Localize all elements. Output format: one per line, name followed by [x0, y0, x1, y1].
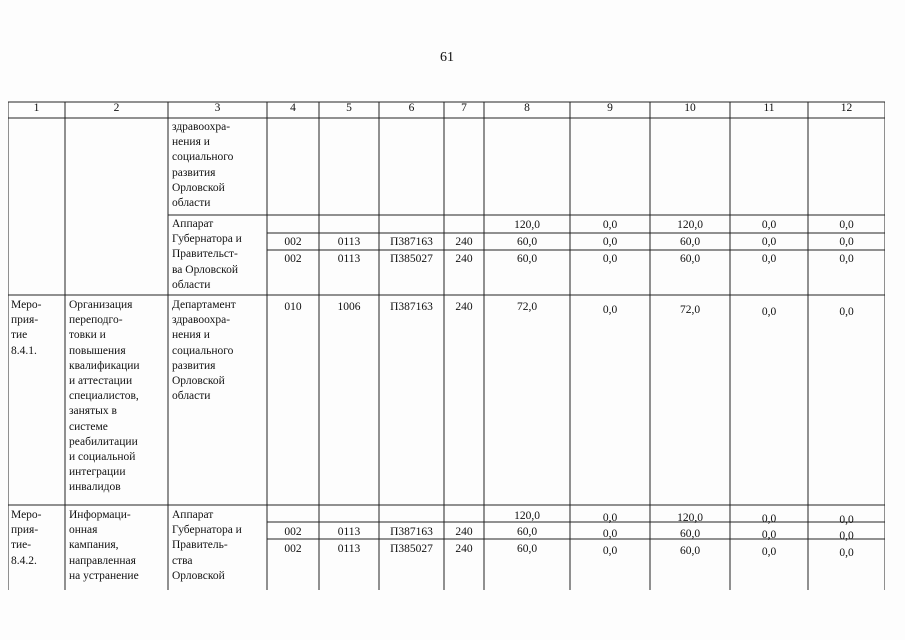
- b0-r2-v9: 0,0: [602, 253, 618, 265]
- b0-r1-c7: 240: [455, 236, 473, 248]
- b0-total-v9: 0,0: [602, 219, 618, 231]
- b0-r1-c5: 0113: [337, 236, 361, 248]
- b2-r2-v10: 60,0: [679, 545, 701, 557]
- block2-name: Информаци- онная кампания, направленная на устранение: [69, 509, 139, 582]
- b0-r1-v12: 0,0: [839, 236, 854, 248]
- block1-executor: Департамент здравоохра- нения и социального развития Орловской области: [172, 299, 236, 403]
- b0-r2-c7: 240: [455, 253, 473, 265]
- b0-r2-c4: 002: [284, 253, 302, 265]
- header-col-7: 7: [461, 102, 467, 114]
- b2-r2-c5: 0113: [337, 543, 361, 555]
- b1-r1-v11: 0,0: [761, 306, 777, 318]
- b0-r2-v10: 60,0: [679, 253, 701, 265]
- b0-total-v8: 120,0: [514, 219, 540, 231]
- b1-r1-c4: 010: [284, 301, 302, 313]
- b1-r1-v10: 72,0: [679, 304, 701, 316]
- b0-r1-v9: 0,0: [602, 236, 618, 248]
- b1-r1-v12: 0,0: [839, 306, 854, 318]
- block2-executor: Аппарат Губернатора и Правитель- ства Орловской: [172, 509, 242, 582]
- b2-r2-v12: 0,0: [839, 547, 854, 559]
- b0-r1-v8: 60,0: [516, 236, 538, 248]
- b0-r1-c6: П387163: [390, 236, 433, 248]
- b1-r1-c6: П387163: [390, 301, 433, 313]
- b0-r1-v10: 60,0: [679, 236, 701, 248]
- b2-r1-v9: 0,0: [602, 528, 618, 540]
- b1-r1-c5: 1006: [337, 301, 361, 313]
- b2-r1-c4: 002: [284, 526, 302, 538]
- b2-r1-c7: 240: [455, 526, 473, 538]
- b2-total-v11: 0,0: [761, 513, 777, 525]
- b0-r1-v11: 0,0: [761, 236, 777, 248]
- b0-total-v11: 0,0: [761, 219, 777, 231]
- budget-table: [8, 100, 885, 590]
- b0-r2-v12: 0,0: [839, 253, 854, 265]
- header-col-11: 11: [763, 102, 775, 114]
- b2-r2-c7: 240: [455, 543, 473, 555]
- b2-r1-v8: 60,0: [516, 526, 538, 538]
- b0-r1-c4: 002: [284, 236, 302, 248]
- block1-name: Организация переподго- товки и повышения квалификации и аттестации специалистов, занятых в системе реабилитации и социальной интеграции инвалидов: [69, 299, 140, 494]
- header-col-5: 5: [346, 102, 352, 114]
- b0-r2-v11: 0,0: [761, 253, 777, 265]
- b2-r2-c4: 002: [284, 543, 302, 555]
- block0-executor-a: здравоохра- нения и социального развития Орловской области: [172, 121, 234, 210]
- b2-r1-v11: 0,0: [761, 529, 777, 541]
- b2-total-v12: 0,0: [839, 514, 854, 526]
- b2-r2-v11: 0,0: [761, 546, 777, 558]
- header-col-1: 1: [33, 102, 40, 114]
- header-col-6: 6: [408, 102, 415, 114]
- b2-r1-v12: 0,0: [839, 530, 854, 542]
- b1-r1-v8: 72,0: [516, 301, 538, 313]
- b2-total-v9: 0,0: [602, 512, 618, 524]
- header-col-2: 2: [113, 102, 120, 114]
- block0-executor-b: Аппарат Губернатора и Правительст- ва Орловской области: [172, 218, 242, 291]
- page-number: 61: [440, 50, 454, 65]
- block1-code: Меро- прия- тие 8.4.1.: [11, 299, 42, 357]
- b0-r2-c6: П385027: [390, 253, 433, 265]
- b2-total-v8: 120,0: [514, 510, 540, 522]
- header-col-12: 12: [840, 102, 853, 114]
- header-col-8: 8: [524, 102, 530, 114]
- block2-code: Меро- прия- тие- 8.4.2.: [11, 509, 42, 567]
- b2-r1-c6: П387163: [390, 526, 433, 538]
- b0-total-v10: 120,0: [677, 219, 703, 231]
- header-col-10: 10: [684, 102, 696, 114]
- b2-r1-c5: 0113: [337, 526, 361, 538]
- header-col-3: 3: [214, 102, 221, 114]
- b2-r2-c6: П385027: [390, 543, 433, 555]
- b2-r1-v10: 60,0: [679, 528, 701, 540]
- b2-r2-v9: 0,0: [602, 545, 618, 557]
- b0-r2-c5: 0113: [337, 253, 361, 265]
- header-col-9: 9: [607, 102, 613, 114]
- b0-total-v12: 0,0: [839, 219, 854, 231]
- b2-r2-v8: 60,0: [516, 543, 538, 555]
- b1-r1-c7: 240: [455, 301, 473, 313]
- b1-r1-v9: 0,0: [602, 304, 618, 316]
- b0-r2-v8: 60,0: [516, 253, 538, 265]
- header-col-4: 4: [290, 102, 296, 114]
- b2-total-v10: 120,0: [677, 512, 703, 524]
